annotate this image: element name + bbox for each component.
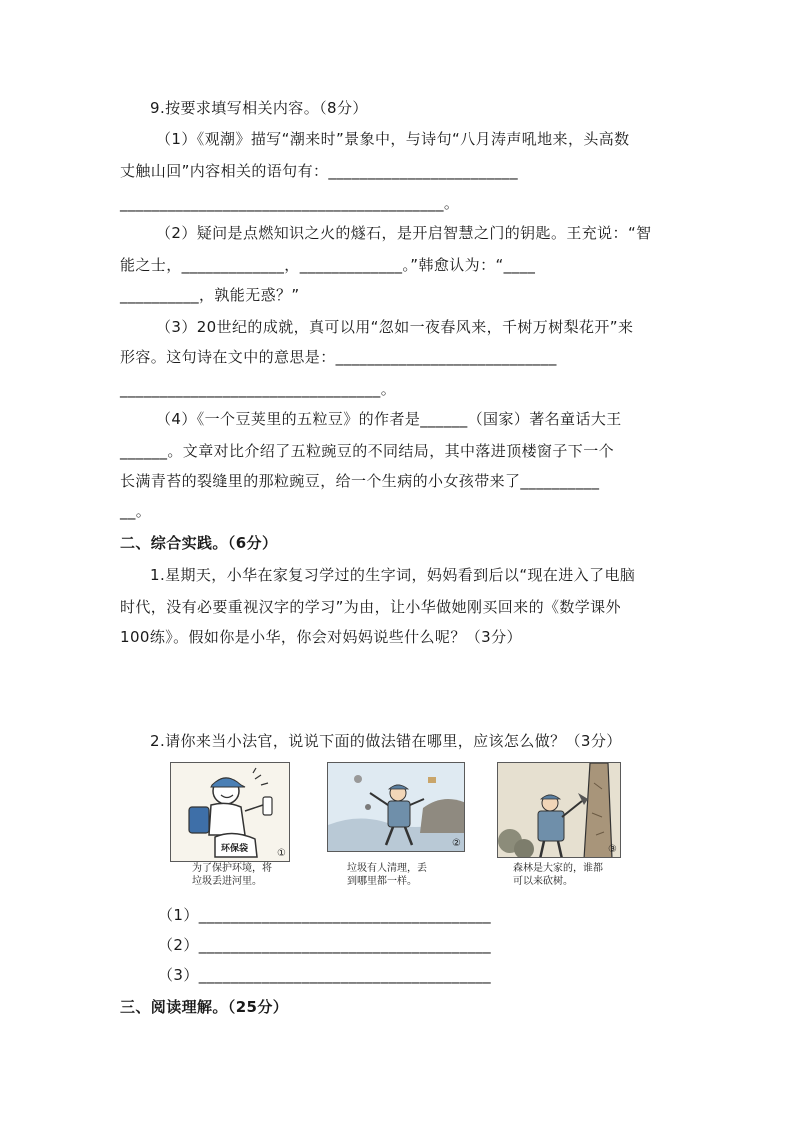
q9-part3-line1: （3）20世纪的成就，真可以用“忽如一夜春风来，千树万树梨花开”来 <box>156 318 634 336</box>
answer-line-1: （1）_____________________________________ <box>158 906 492 924</box>
q9-part1-line2: 丈触山回”内容相关的语句有：________________________ <box>120 162 518 180</box>
section2-q2-title: 2.请你来当小法官，说说下面的做法错在哪里，应该怎么做？（3分） <box>150 732 622 750</box>
figure-3-caption-line1: 森林是大家的，谁都 <box>513 863 603 874</box>
q9-part4-line2: ______。文章对比介绍了五粒豌豆的不同结局，其中落进顶楼窗子下一个 <box>120 442 615 460</box>
figure-3-caption <box>513 862 643 888</box>
q9-part4-line3: 长满青苔的裂缝里的那粒豌豆，给一个生病的小女孩带来了__________ <box>120 472 600 490</box>
figure-1-bag-label: 环保袋 <box>221 844 249 854</box>
figure-3-cutting-trees <box>497 762 621 858</box>
figure-2-litter-anywhere <box>327 762 465 852</box>
section2-q1-line2: 时代，没有必要重视汉字的学习”为由，让小华做她刚买回来的《数学课外 <box>120 598 621 616</box>
figure-3-number: ③ <box>608 844 617 855</box>
figure-1-caption-line1: 为了保护环境，将 <box>192 863 272 874</box>
section2-q1-line3: 100练》。假如你是小华，你会对妈妈说些什么呢？（3分） <box>120 628 522 646</box>
figure-2-number: ② <box>452 838 461 849</box>
q9-part3-line3: _________________________________。 <box>120 380 397 398</box>
q9-part1-line1: （1）《观潮》描写“潮来时”景象中，与诗句“八月涛声吼地来，头高数 <box>156 130 630 148</box>
answer-line-2: （2）_____________________________________ <box>158 936 492 954</box>
section3-heading: 三、阅读理解。（25分） <box>120 998 289 1016</box>
answer-line-3: （3）_____________________________________ <box>158 966 492 984</box>
q9-part2-line3: __________，孰能无惑？” <box>120 286 300 304</box>
figure-2-caption-line2: 到哪里都一样。 <box>347 876 417 887</box>
q9-part2-line2: 能之士，_____________，_____________。”韩愈认为：“____ <box>120 256 536 274</box>
q9-part2-line1: （2）疑问是点燃知识之火的燧石，是开启智慧之门的钥匙。王充说：“智 <box>156 224 652 242</box>
figure-1-litter-river <box>170 762 290 862</box>
section2-q1-line1: 1.星期天，小华在家复习学过的生字词，妈妈看到后以“现在进入了电脑 <box>150 566 636 584</box>
section2-heading: 二、综合实践。（6分） <box>120 534 278 552</box>
figure-2-caption <box>347 862 477 888</box>
figure-2-caption-line1: 垃圾有人清理，丢 <box>347 863 427 874</box>
figure-1-caption-line2: 垃圾丢进河里。 <box>192 876 262 887</box>
q9-part4-line4: __。 <box>120 502 152 520</box>
figure-1-number: ① <box>277 848 286 859</box>
q9-part3-line2: 形容。这句诗在文中的意思是：____________________________ <box>120 348 557 366</box>
q9-part4-line1: （4）《一个豆荚里的五粒豆》的作者是______（国家）著名童话大王 <box>156 410 622 428</box>
figure-3-caption-line2: 可以来砍树。 <box>513 876 573 887</box>
q9-title: 9.按要求填写相关内容。（8分） <box>150 99 368 117</box>
q9-part1-line3: _________________________________________。 <box>120 194 460 212</box>
figure-1-caption <box>192 862 322 888</box>
